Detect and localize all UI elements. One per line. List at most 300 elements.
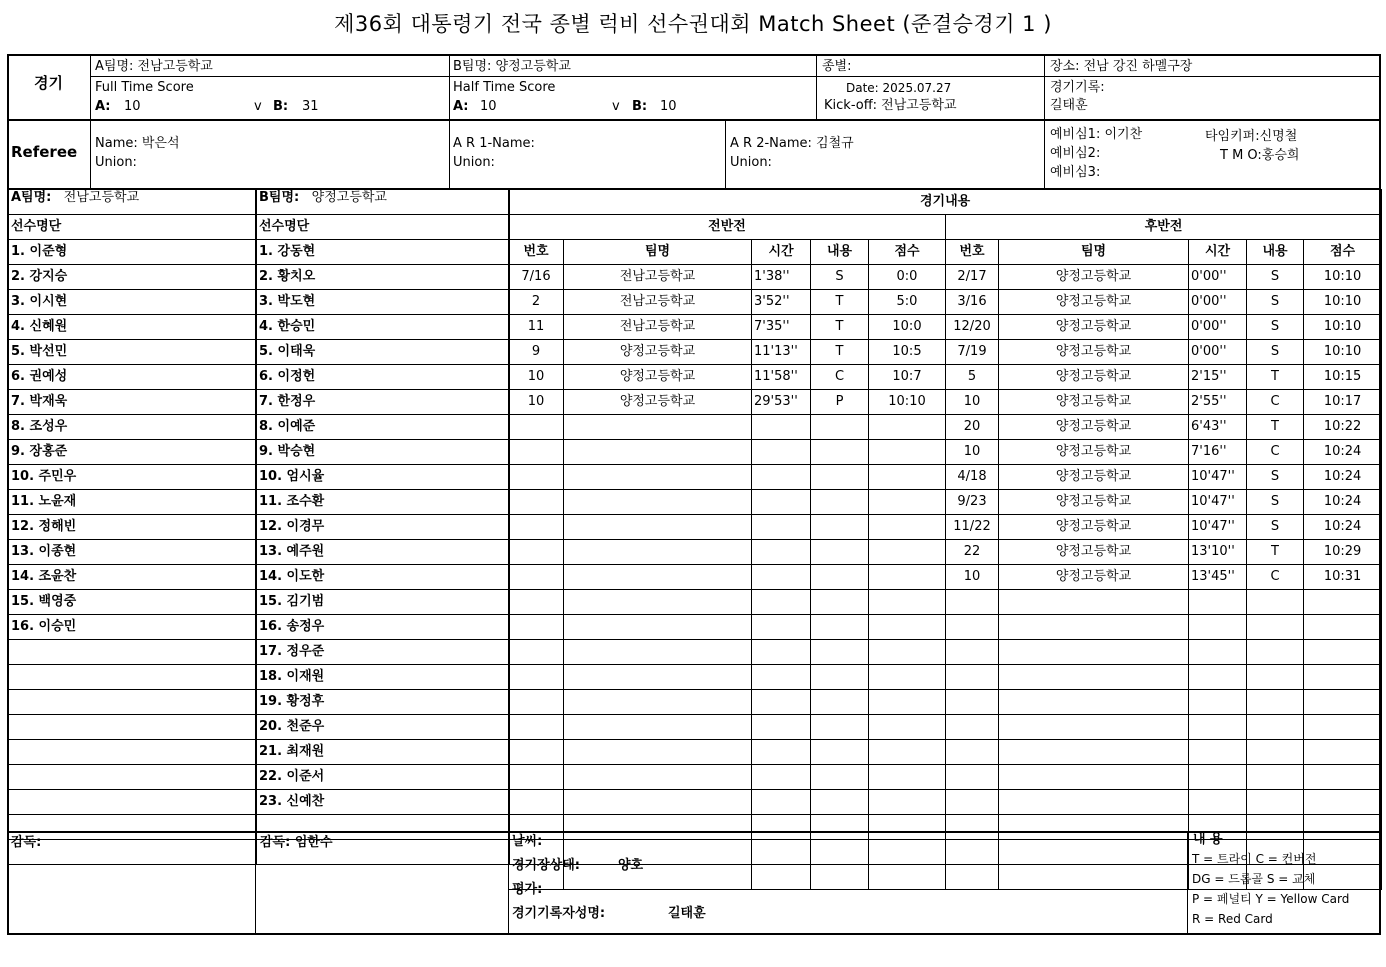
roster-b-header: 선수명단: [256, 215, 510, 240]
full-a-label: A:: [95, 99, 111, 114]
table-row: [509, 740, 1382, 765]
roster-b-team-name: 양정고등학교: [311, 190, 387, 205]
event-team: [999, 790, 1189, 815]
event-time: 0'00'': [1189, 315, 1247, 340]
event-time: 11'13'': [752, 340, 811, 365]
event-team: [564, 665, 752, 690]
event-type: [1247, 765, 1304, 790]
roster-a-player: [8, 715, 257, 740]
table-row: [8, 315, 257, 340]
legend-line: R = Red Card: [1192, 912, 1273, 926]
page-title: 제36회 대통령기 전국 종별 럭비 선수권대회 Match Sheet (준결승경기 1 ): [334, 12, 1052, 36]
ar2-union: Union:: [730, 155, 772, 170]
event-number: 3/16: [946, 290, 999, 315]
divider: [7, 831, 1381, 833]
event-number: [509, 690, 564, 715]
event-score: [1304, 690, 1382, 715]
event-number: [509, 415, 564, 440]
full-versus: v: [254, 99, 262, 114]
table-row: [256, 565, 510, 590]
divider: [1187, 831, 1188, 935]
event-time: 0'00'': [1189, 265, 1247, 290]
roster-a-player: 10. 주민우: [8, 465, 257, 490]
event-score: 5:0: [869, 290, 946, 315]
event-time: 2'55'': [1189, 390, 1247, 415]
table-row: [8, 565, 257, 590]
event-type: S: [1247, 340, 1304, 365]
event-type: [811, 540, 869, 565]
event-type: S: [1247, 490, 1304, 515]
roster-a-team-cell: [8, 190, 257, 215]
column-header: 내용: [811, 240, 869, 265]
event-type: [1247, 790, 1304, 815]
roster-a-player: [8, 740, 257, 765]
referee-label: Referee: [11, 143, 78, 161]
event-time: [1189, 665, 1247, 690]
table-row: [256, 715, 510, 740]
event-team: [999, 590, 1189, 615]
roster-a-player: [8, 690, 257, 715]
roster-b-player: 12. 이경무: [256, 515, 510, 540]
divider: [1044, 54, 1045, 189]
table-row: [256, 515, 510, 540]
event-team: 양정고등학교: [999, 290, 1189, 315]
recorder-name: 길태훈: [1050, 98, 1088, 113]
event-time: [752, 865, 811, 890]
legend-line: DG = 드롭골 S = 교체: [1192, 872, 1316, 886]
event-time: [752, 565, 811, 590]
event-team: [564, 515, 752, 540]
column-header: 번호: [946, 240, 999, 265]
column-header: 점수: [869, 240, 946, 265]
event-type: [811, 440, 869, 465]
event-time: 7'16'': [1189, 440, 1247, 465]
roster-b-player: 19. 황정후: [256, 690, 510, 715]
event-type: [811, 590, 869, 615]
column-header: 내용: [1247, 240, 1304, 265]
event-score: [869, 765, 946, 790]
roster-a-player: [8, 815, 257, 840]
event-time: [752, 615, 811, 640]
table-row: [256, 240, 510, 265]
event-score: 10:29: [1304, 540, 1382, 565]
table-row: [256, 290, 510, 315]
coach-b: 감독: 임한수: [260, 835, 333, 850]
event-type: [811, 515, 869, 540]
event-team: 양정고등학교: [999, 265, 1189, 290]
second-half-label: 후반전: [946, 215, 1382, 240]
roster-b-player: 8. 이예준: [256, 415, 510, 440]
event-number: [946, 765, 999, 790]
event-number: 12/20: [946, 315, 999, 340]
divider: [7, 119, 1381, 121]
event-time: [752, 515, 811, 540]
table-row: [256, 540, 510, 565]
table-row: [8, 590, 257, 615]
event-number: 10: [946, 440, 999, 465]
table-row: [256, 615, 510, 640]
evaluation: 평가:: [512, 882, 543, 897]
event-time: [752, 815, 811, 840]
table-row: [509, 390, 1382, 415]
column-header: 팀명: [999, 240, 1189, 265]
event-number: [509, 665, 564, 690]
team-a-name: A팀명: 전남고등학교: [95, 59, 213, 74]
event-number: 11: [509, 315, 564, 340]
event-team: [564, 740, 752, 765]
table-row: [256, 365, 510, 390]
roster-a-player: 16. 이승민: [8, 615, 257, 640]
roster-b-header-row: [256, 215, 510, 240]
roster-b-player: 21. 최재원: [256, 740, 510, 765]
event-time: [752, 590, 811, 615]
reserve-referee-2: 예비심2:: [1050, 146, 1101, 161]
event-type: P: [811, 390, 869, 415]
events-table: [508, 189, 1382, 890]
event-time: 10'47'': [1189, 490, 1247, 515]
event-score: 0:0: [869, 265, 946, 290]
roster-a-player: 5. 박선민: [8, 340, 257, 365]
events-title: 경기내용: [509, 190, 1382, 215]
event-team: [999, 715, 1189, 740]
event-score: 10:24: [1304, 515, 1382, 540]
ar1-name: A R 1-Name:: [453, 136, 535, 151]
event-score: [1304, 765, 1382, 790]
column-header: 시간: [1189, 240, 1247, 265]
event-type: [811, 790, 869, 815]
event-number: [509, 740, 564, 765]
event-team: 양정고등학교: [999, 415, 1189, 440]
event-type: C: [1247, 565, 1304, 590]
table-row: [8, 440, 257, 465]
roster-a-player: [8, 790, 257, 815]
event-score: 10:5: [869, 340, 946, 365]
event-time: [752, 740, 811, 765]
event-score: 10:24: [1304, 440, 1382, 465]
table-row: [509, 690, 1382, 715]
divider: [508, 831, 509, 935]
event-time: [752, 490, 811, 515]
event-time: [752, 665, 811, 690]
event-team: 양정고등학교: [999, 315, 1189, 340]
event-number: 4/18: [946, 465, 999, 490]
table-row: [8, 265, 257, 290]
event-score: [869, 665, 946, 690]
table-row: [256, 465, 510, 490]
event-team: [564, 465, 752, 490]
table-row: [8, 540, 257, 565]
event-type: [811, 615, 869, 640]
event-time: 1'38'': [752, 265, 811, 290]
event-type: [1247, 715, 1304, 740]
event-score: [869, 790, 946, 815]
event-time: 0'00'': [1189, 340, 1247, 365]
roster-b-player: 6. 이정헌: [256, 365, 510, 390]
table-row: [8, 790, 257, 815]
roster-b-table: [255, 189, 510, 865]
table-row: [8, 465, 257, 490]
event-number: 2: [509, 290, 564, 315]
table-row: [8, 765, 257, 790]
referee-union: Union:: [95, 155, 137, 170]
roster-b-player: 7. 한정우: [256, 390, 510, 415]
roster-a-player: [8, 665, 257, 690]
event-score: [869, 715, 946, 740]
divider: [449, 54, 450, 189]
table-row: [256, 315, 510, 340]
roster-a-player: [8, 765, 257, 790]
event-team: 전남고등학교: [564, 290, 752, 315]
event-type: S: [1247, 265, 1304, 290]
event-time: [1189, 715, 1247, 740]
event-score: 10:24: [1304, 465, 1382, 490]
event-type: C: [1247, 390, 1304, 415]
event-type: [811, 765, 869, 790]
event-team: [564, 640, 752, 665]
table-row: [509, 565, 1382, 590]
table-row: [8, 715, 257, 740]
event-team: 양정고등학교: [564, 340, 752, 365]
table-row: [509, 515, 1382, 540]
table-row: [256, 415, 510, 440]
divider: [90, 76, 1381, 77]
event-team: [999, 740, 1189, 765]
roster-a-player: 7. 박재욱: [8, 390, 257, 415]
event-score: [1304, 615, 1382, 640]
roster-b-player: 15. 김기범: [256, 590, 510, 615]
event-team: [564, 865, 752, 890]
table-row: [509, 465, 1382, 490]
table-row: [509, 665, 1382, 690]
event-score: [869, 515, 946, 540]
event-type: T: [1247, 540, 1304, 565]
event-number: 10: [946, 565, 999, 590]
event-time: 7'35'': [752, 315, 811, 340]
event-number: [946, 640, 999, 665]
coach-a: 감독:: [11, 835, 42, 850]
event-type: T: [811, 315, 869, 340]
event-number: 5: [946, 365, 999, 390]
event-score: 10:17: [1304, 390, 1382, 415]
event-time: [1189, 765, 1247, 790]
event-time: 3'52'': [752, 290, 811, 315]
roster-b-team-label: B팀명:: [259, 190, 300, 205]
event-number: 22: [946, 540, 999, 565]
event-score: [1304, 665, 1382, 690]
event-type: [1247, 815, 1304, 840]
roster-a-player: 1. 이준형: [8, 240, 257, 265]
event-team: 양정고등학교: [999, 440, 1189, 465]
ar1-union: Union:: [453, 155, 495, 170]
full-b-label: B:: [273, 99, 289, 114]
roster-a-player: 9. 장홍준: [8, 440, 257, 465]
event-team: [999, 815, 1189, 840]
roster-a-player: 11. 노윤재: [8, 490, 257, 515]
event-type: S: [1247, 315, 1304, 340]
full-a-score: 10: [124, 99, 141, 114]
event-team: 양정고등학교: [999, 465, 1189, 490]
column-header: 번호: [509, 240, 564, 265]
column-header: 시간: [752, 240, 811, 265]
table-row: [8, 290, 257, 315]
event-score: 10:10: [869, 390, 946, 415]
event-type: [811, 740, 869, 765]
event-time: 11'58'': [752, 365, 811, 390]
event-time: [752, 765, 811, 790]
venue: 장소: 전남 강진 하멜구장: [1050, 59, 1193, 74]
roster-a-team-label: A팀명:: [11, 190, 52, 205]
event-team: 양정고등학교: [999, 340, 1189, 365]
event-team: [564, 815, 752, 840]
event-score: 10:7: [869, 365, 946, 390]
full-time-label: Full Time Score: [95, 80, 194, 95]
event-team: 전남고등학교: [564, 315, 752, 340]
recorder-label: 경기기록:: [1050, 80, 1105, 95]
event-time: [752, 840, 811, 865]
event-score: [869, 690, 946, 715]
roster-b-player: 11. 조수환: [256, 490, 510, 515]
event-type: [811, 815, 869, 840]
event-type: [811, 490, 869, 515]
roster-a-header: 선수명단: [8, 215, 257, 240]
event-team: [564, 440, 752, 465]
roster-b-player: 4. 한승민: [256, 315, 510, 340]
legend-line: P = 페널티 Y = Yellow Card: [1192, 892, 1350, 906]
event-team: 양정고등학교: [564, 390, 752, 415]
event-time: 10'47'': [1189, 515, 1247, 540]
half-versus: v: [612, 99, 620, 114]
event-number: [509, 790, 564, 815]
event-score: 10:15: [1304, 365, 1382, 390]
event-number: [509, 540, 564, 565]
event-score: [869, 440, 946, 465]
event-type: S: [1247, 515, 1304, 540]
event-number: [509, 515, 564, 540]
table-row: [509, 765, 1382, 790]
reserve-referee-1: 예비심1: 이기찬: [1050, 127, 1143, 142]
half-a-score: 10: [480, 99, 497, 114]
event-time: [752, 440, 811, 465]
event-team: [564, 540, 752, 565]
divider: [90, 54, 91, 189]
divider: [725, 120, 726, 189]
table-row: [8, 490, 257, 515]
events-header-row: [509, 240, 1382, 265]
event-team: 양정고등학교: [999, 365, 1189, 390]
table-row: [8, 365, 257, 390]
roster-b-player: 5. 이태욱: [256, 340, 510, 365]
event-score: [869, 740, 946, 765]
event-score: 10:24: [1304, 490, 1382, 515]
table-row: [509, 540, 1382, 565]
event-number: 7/16: [509, 265, 564, 290]
event-number: 11/22: [946, 515, 999, 540]
event-team: [564, 490, 752, 515]
event-time: 6'43'': [1189, 415, 1247, 440]
event-type: [811, 640, 869, 665]
table-row: [509, 640, 1382, 665]
event-number: [946, 865, 999, 890]
event-score: [869, 415, 946, 440]
event-team: 양정고등학교: [999, 490, 1189, 515]
recorder-sign-label: 경기기록자성명:: [512, 906, 606, 921]
kick-off: Kick-off: 전남고등학교: [824, 98, 957, 113]
event-score: [869, 865, 946, 890]
table-row: [509, 415, 1382, 440]
table-row: [509, 315, 1382, 340]
table-row: [256, 390, 510, 415]
event-type: [1247, 615, 1304, 640]
table-row: [8, 340, 257, 365]
table-row: [256, 340, 510, 365]
event-type: [1247, 640, 1304, 665]
event-score: 10:31: [1304, 565, 1382, 590]
table-row: [509, 265, 1382, 290]
roster-b-player: 1. 강동현: [256, 240, 510, 265]
event-team: [564, 790, 752, 815]
event-score: 10:10: [1304, 340, 1382, 365]
event-score: [1304, 740, 1382, 765]
events-title-row: [509, 190, 1382, 215]
event-team: [564, 415, 752, 440]
event-time: [1189, 790, 1247, 815]
table-row: [509, 590, 1382, 615]
roster-a-player: 3. 이시현: [8, 290, 257, 315]
event-type: [1247, 740, 1304, 765]
event-team: 양정고등학교: [999, 540, 1189, 565]
event-number: 9: [509, 340, 564, 365]
roster-a-player: 13. 이종현: [8, 540, 257, 565]
event-type: C: [811, 365, 869, 390]
event-score: [1304, 790, 1382, 815]
event-number: [509, 765, 564, 790]
event-type: [811, 415, 869, 440]
event-score: 10:22: [1304, 415, 1382, 440]
event-number: [509, 640, 564, 665]
event-time: [752, 790, 811, 815]
event-number: [946, 590, 999, 615]
event-team: 양정고등학교: [999, 390, 1189, 415]
event-score: [1304, 640, 1382, 665]
event-team: [564, 615, 752, 640]
event-type: [811, 865, 869, 890]
event-score: 10:10: [1304, 315, 1382, 340]
column-header: 팀명: [564, 240, 752, 265]
event-time: [1189, 590, 1247, 615]
tmo: T M O:홍승희: [1220, 148, 1300, 163]
event-score: 10:10: [1304, 265, 1382, 290]
table-row: [8, 815, 257, 840]
event-type: T: [811, 290, 869, 315]
table-row: [509, 490, 1382, 515]
event-time: [752, 465, 811, 490]
event-team: [564, 690, 752, 715]
event-type: [811, 715, 869, 740]
table-row: [256, 665, 510, 690]
roster-a-player: 12. 정해빈: [8, 515, 257, 540]
event-number: 9/23: [946, 490, 999, 515]
event-number: 20: [946, 415, 999, 440]
event-time: 10'47'': [1189, 465, 1247, 490]
event-time: 2'15'': [1189, 365, 1247, 390]
event-time: [752, 690, 811, 715]
half-time-label: Half Time Score: [453, 80, 556, 95]
table-row: [8, 690, 257, 715]
half-b-score: 10: [660, 99, 677, 114]
event-score: [1304, 815, 1382, 840]
half-b-label: B:: [632, 99, 648, 114]
first-half-label: 전반전: [509, 215, 946, 240]
